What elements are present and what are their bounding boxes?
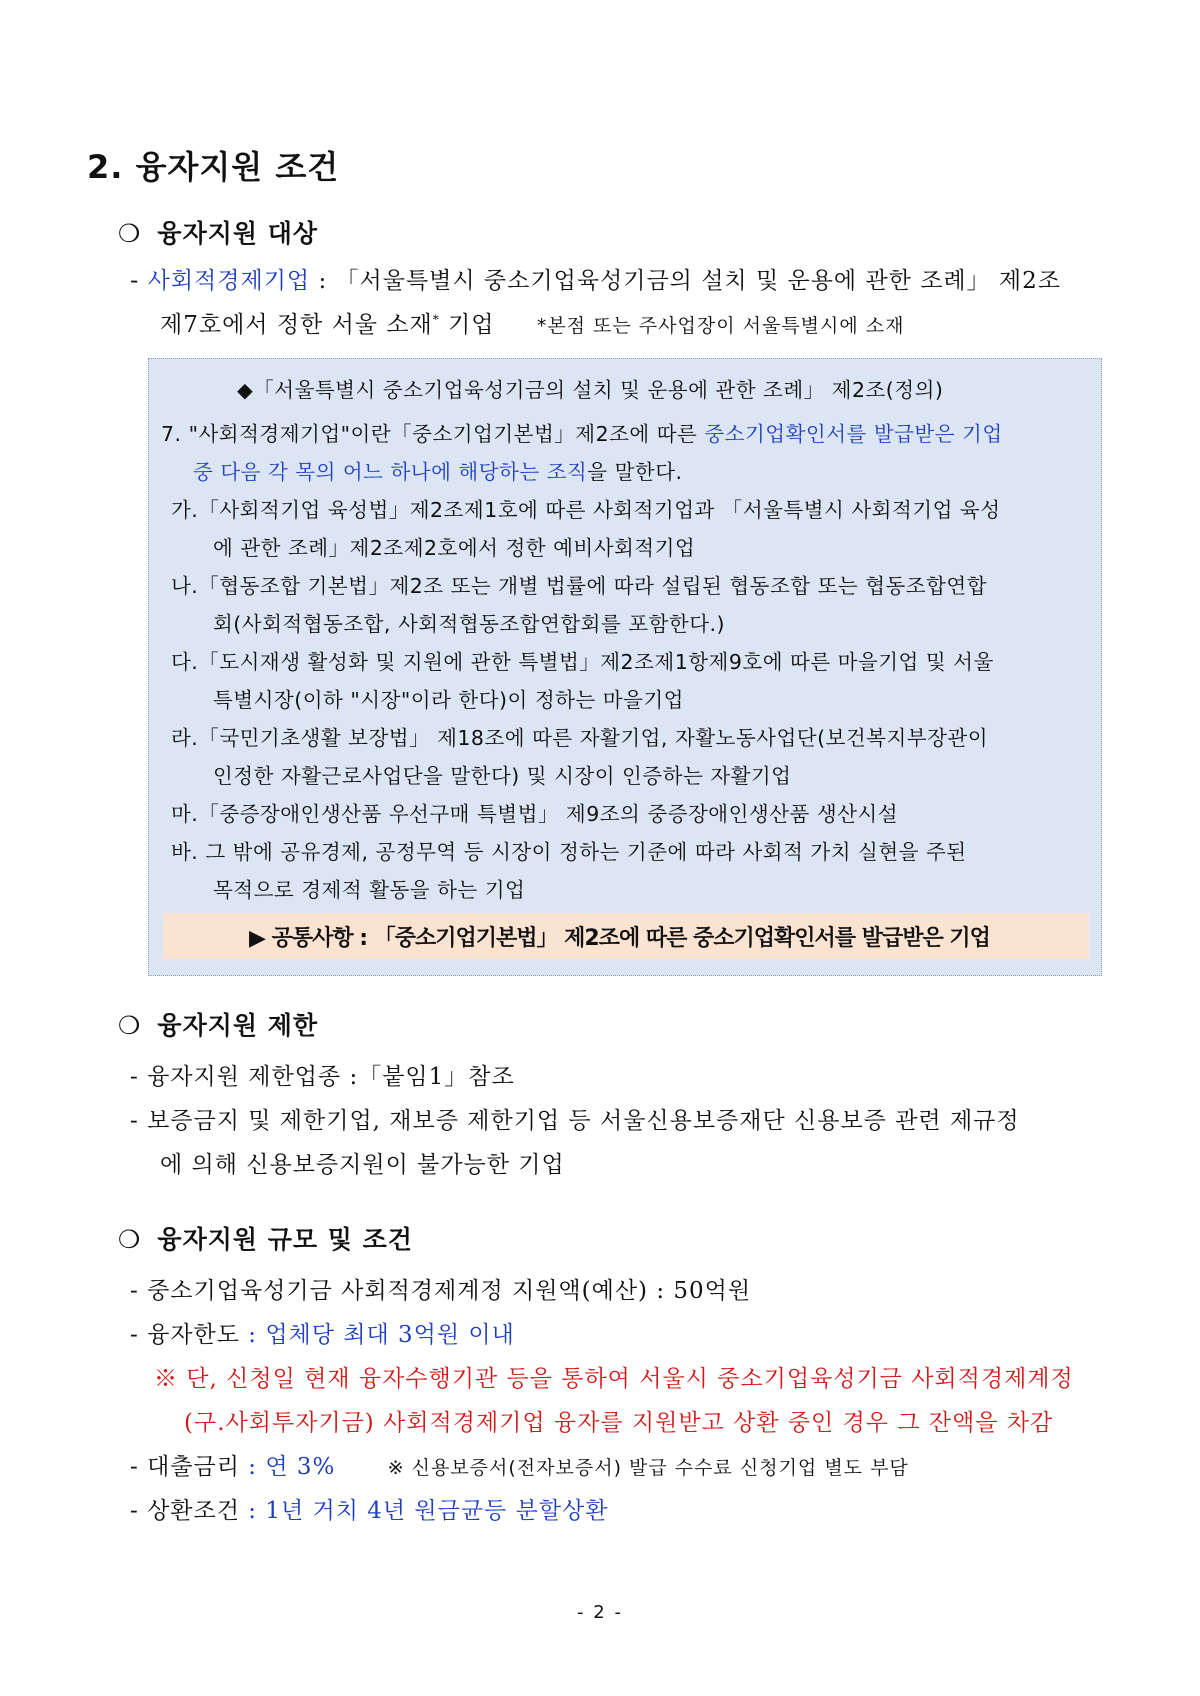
circle-bullet-icon: ❍ [118, 219, 142, 248]
item-na-line-1: 나.「협동조합 기본법」제2조 또는 개별 법률에 따라 설립된 협동조합 또는 협동조합연합 [171, 574, 988, 598]
ordinance-box [148, 358, 1102, 976]
item-ma-line-1: 마.「중증장애인생산품 우선구매 특별법」 제9조의 중증장애인생산품 생산시설 [171, 802, 899, 826]
item-ga-line-1: 가.「사회적기업 육성법」제2조제1호에 따른 사회적기업과 「서울특별시 사회적기업 육성 [171, 498, 1001, 522]
target-line-1: - 사회적경제기업 : 「서울특별시 중소기업육성기금의 설치 및 운용에 관한 조례」 제2조 [130, 268, 1062, 294]
restriction-line-1: - 융자지원 제한업종 :「붙임1」참조 [130, 1064, 515, 1090]
item-ra-line-1: 라.「국민기초생활 보장법」 제18조에 따른 자활기업, 자활노동사업단(보건복지부장관이 [171, 726, 988, 750]
item-na-line-2: 회(사회적협동조합, 사회적협동조합연합회를 포함한다.) [213, 612, 726, 636]
item-da-line-1: 다.「도시재생 활성화 및 지원에 관한 특별법」제2조제1항제9호에 따른 마을기업 및 서울 [171, 650, 994, 674]
circle-bullet-icon: ❍ [118, 1225, 142, 1254]
page-number: - 2 - [577, 1602, 623, 1623]
scale-note-line-1: ※ 단, 신청일 현재 융자수행기관 등을 통하여 서울시 중소기업육성기금 사회적경제계정 [154, 1366, 1074, 1392]
scale-note-line-2: (구.사회투자기금) 사회적경제기업 융자를 지원받고 상환 중인 경우 그 잔액을 차감 [184, 1410, 1054, 1436]
subsection-heading-restrictions: ❍ 융자지원 제한 [118, 1011, 319, 1040]
subsection-heading-target: ❍ 융자지원 대상 [118, 219, 319, 248]
social-economy-term: 사회적경제기업 [147, 268, 311, 294]
ordinance-heading: ◆「서울특별시 중소기업육성기금의 설치 및 운용에 관한 조례」 제2조(정의) [237, 378, 944, 402]
scale-line-interest: - 대출금리 : 연 3% ※ 신용보증서(전자보증서) 발급 수수료 신청기업 별도 부담 [130, 1454, 909, 1480]
item-da-line-2: 특별시장(이하 "시장"이라 한다)이 정하는 마을기업 [213, 688, 684, 712]
restriction-line-3: 에 의해 신용보증지원이 불가능한 기업 [160, 1152, 565, 1178]
fee-note: ※ 신용보증서(전자보증서) 발급 수수료 신청기업 별도 부담 [387, 1457, 909, 1479]
scale-line-limit: - 융자한도 : 업체당 최대 3억원 이내 [130, 1322, 515, 1348]
restriction-line-2: - 보증금지 및 제한기업, 재보증 제한기업 등 서울신용보증재단 신용보증 관련 제규정 [130, 1108, 1020, 1134]
target-line-2: 제7호에서 정한 서울 소재* 기업 *본점 또는 주사업장이 서울특별시에 소재 [160, 312, 905, 338]
clause-7-line-1: 7. "사회적경제기업"이란「중소기업기본법」제2조에 따른 중소기업확인서를 발급받은 기업 [161, 422, 1003, 446]
scale-line-repayment: - 상환조건 : 1년 거치 4년 원금균등 분할상환 [130, 1498, 609, 1524]
section-title: 2. 융자지원 조건 [87, 148, 340, 186]
item-ba-line-2: 목적으로 경제적 활동을 하는 기업 [213, 878, 526, 902]
clause-7-line-2: 중 다음 각 목의 어느 하나에 해당하는 조직을 말한다. [193, 460, 683, 484]
scale-line-budget: - 중소기업육성기금 사회적경제계정 지원액(예산) : 50억원 [130, 1278, 752, 1304]
item-ba-line-1: 바. 그 밖에 공유경제, 공정무역 등 시장이 정하는 기준에 따라 사회적 가치 실현을 주된 [171, 840, 967, 864]
subsection-heading-scale: ❍ 융자지원 규모 및 조건 [118, 1225, 413, 1254]
footnote: *본점 또는 주사업장이 서울특별시에 소재 [536, 315, 905, 337]
item-ga-line-2: 에 관한 조례」제2조제2호에서 정한 예비사회적기업 [213, 536, 696, 560]
common-requirement-banner: ▶ 공통사항 : 「중소기업기본법」 제2조에 따른 중소기업확인서를 발급받은 기업 [163, 913, 1089, 959]
circle-bullet-icon: ❍ [118, 1011, 142, 1040]
item-ra-line-2: 인정한 자활근로사업단을 말한다) 및 시장이 인증하는 자활기업 [213, 764, 792, 788]
